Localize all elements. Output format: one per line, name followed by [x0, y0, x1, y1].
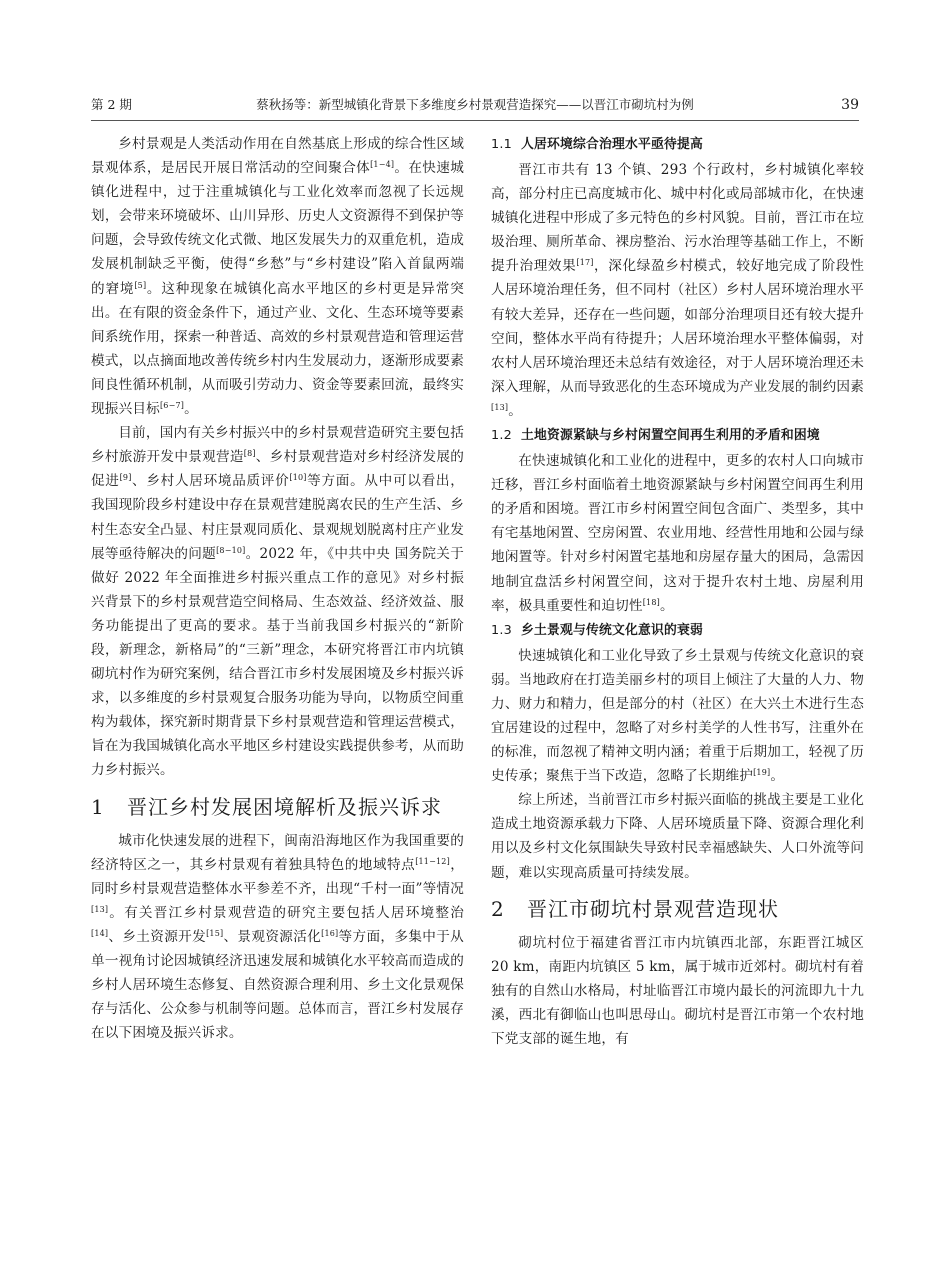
- citation[interactable]: [11−12]: [415, 856, 450, 866]
- citation[interactable]: [9]: [119, 473, 132, 483]
- section-1-heading: [91, 793, 464, 821]
- citation[interactable]: [6−7]: [159, 401, 185, 411]
- paragraph-summary: 综上所述，当前晋江市乡村振兴面临的挑战主要是工业化造成土地资源承载力下降、人居环境质量下降、资源合理化利用以及乡村文化氛围缺失导致村民幸福感缺失、人口外流等问题，难以实现高质量可持续发展。: [491, 792, 864, 881]
- section-number: 1: [91, 794, 105, 819]
- subsection-1-1-heading: 1.1 人居环境综合治理水平亟待提高: [491, 137, 703, 152]
- subsection-1-2-heading: 1.2 土地资源紧缺与乡村闲置空间再生利用的矛盾和困境: [491, 428, 820, 444]
- paragraph-intro-1: 乡村景观是人类活动作用在自然基底上形成的综合性区域景观体系，是居民开展日常活动的空间聚合体[1−4]。在快速城镇化进程中，过于注重城镇化与工业化效率而忽视了长远规划，会带来环境破坏、山川异形、历史人文资源得不到保护等问题，会导致传统文化式微、地区发展失力的双重危机，造成发展机制缺乏平衡，使得“乡愁”与“乡村建设”陷入首鼠两端的窘境[5]。这种现象在城镇化高水平地区的乡村更是异常突出。在有限的资金条件下，通过产业、文化、生态环境等要素间系统作用，探索一种普适、高效的乡村景观营造和管理运营模式，以点摘面地改善传统乡村内生发展动力，逐渐形成要素间良性循环机制，从而吸引劳动力、资金等要素回流，最终实现振兴目标[6−7]。: [91, 136, 465, 418]
- citation[interactable]: [10]: [289, 473, 307, 483]
- paragraph-section-2: 砌坑村位于福建省晋江市内坑镇西北部，东距晋江城区 20 km，南距内坑镇区 5 km，属于城市近郊村。砌坑村有着独有的自然山水格局，村址临晋江市境内最长的河流即九十九溪，西北有御临山也叫思母山。砌坑村是晋江市第一个农村地下党支部的诞生地，有: [491, 934, 864, 1047]
- citation[interactable]: [13]: [91, 904, 109, 914]
- citation[interactable]: [8]: [243, 449, 256, 459]
- page-number: 39: [841, 97, 859, 113]
- section-title: 晋江市砌坑村景观营造现状: [527, 896, 779, 921]
- left-column: [91, 132, 464, 1045]
- section-2-heading: [491, 895, 864, 923]
- subsection-1-3-heading: 1.3 乡土景观与传统文化意识的衰弱: [491, 622, 703, 638]
- citation[interactable]: [18]: [642, 597, 660, 607]
- citation[interactable]: [16]: [321, 928, 339, 938]
- paragraph-1-3: 快速城镇化和工业化导致了乡土景观与传统文化意识的衰弱。当地政府在打造美丽乡村的项目上倾注了大量的人力、物力、财力和精力，但是部分的村（社区）在大兴土木进行生态宜居建设的过程中，忽略了对乡村美学的人性书写，注重外在的标准，而忽视了精神文明内涵；着重于后期加工，轻视了历史传承；聚焦于当下改造，忽略了长期维护[19]。: [491, 647, 864, 785]
- section-number: 2: [491, 896, 505, 921]
- citation[interactable]: [8−10]: [216, 545, 246, 555]
- paragraph-intro-2: 目前，国内有关乡村振兴中的乡村景观营造研究主要包括乡村旅游开发中景观营造[8]、乡村景观营造对乡村经济发展的促进[9]、乡村人居环境品质评价[10]等方面。从中可以看出，我国现阶段乡村建设中存在景观营建脱离农民的生产生活、乡村生态安全凸显、村庄景观同质化、景观规划脱离村庄产业发展等亟待解决的问题[8−10]。2022 年，《中共中央 国务院关于做好 2022 年全面推进乡村振兴重点工作的意见》对乡村振兴背景下的乡村景观营造空间格局、生态效益、经济效益、服务功能提出了更高的要求。基于当前我国乡村振兴的“新阶段，新理念，新格局”的“三新”理念，本研究将晋江市内坑镇砌坑村作为研究案例，结合晋江市乡村发展困境及乡村振兴诉求，以多维度的乡村景观复合服务功能为导向，以物质空间重构为载体，探究新时期背景下乡村景观营造和管理运营模式，旨在为我国城镇化高水平地区乡村建设实践提供参考，从而助力乡村振兴。: [91, 425, 465, 779]
- citation[interactable]: [5]: [134, 280, 147, 290]
- citation[interactable]: [15]: [206, 928, 224, 938]
- running-title: 蔡秋扬等：新型城镇化背景下多维度乡村景观营造探究——以晋江市砌坑村为例: [256, 97, 694, 112]
- citation[interactable]: [1−4]: [370, 160, 395, 170]
- paragraph-1-1: 晋江市共有 13 个镇、293 个行政村，乡村城镇化率较高，部分村庄已高度城市化、城中村化或局部城市化，在快速城镇化进程中形成了多元特色的乡村风貌。目前，晋江市在垃圾治理、厕所革命、裸房整治、污水治理等基础工作上，不断提升治理效果[17]，深化绿盈乡村模式，较好地完成了阶段性人居环境治理任务，但不同村（社区）乡村人居环境治理水平有较大差异，还存在一些问题，如部分治理项目还有较大提升空间，整体水平尚有待提升；人居环境治理水平整体偏弱，对农村人居环境治理还未总结有效途径，对于人居环境治理还未深入理解，从而导致恶化的生态环境成为产业发展的制约因素[13]。: [491, 162, 864, 419]
- citation[interactable]: [14]: [91, 928, 109, 938]
- paragraph-section-1: 城市化快速发展的进程下，闽南沿海地区作为我国重要的经济特区之一，其乡村景观有着独具特色的地域特点[11−12]，同时乡村景观营造整体水平参差不齐，出现“千村一面”等情况[13]。有关晋江乡村景观营造的研究主要包括人居环境整治[14]、乡土资源开发[15]、景观资源活化[16]等方面，多集中于从单一视角讨论因城镇经济迅速发展和城镇化水平较高而造成的乡村人居环境生态修复、自然资源合理利用、乡土文化景观保存与活化、公众参与机制等问题。总体而言，晋江乡村发展存在以下困境及振兴诉求。: [91, 832, 465, 1042]
- issue-number: 第 2 期: [91, 97, 132, 112]
- paragraph-1-2: 在快速城镇化和工业化的进程中，更多的农村人口向城市迁移，晋江乡村面临着土地资源紧缺与乡村闲置空间再生利用的矛盾和困境。晋江市乡村闲置空间包含面广、类型多，其中有宅基地闲置、空房闲置、农业用地、经营性用地和公园与绿地闲置等。针对乡村闲置宅基地和房屋存量大的困局，急需因地制宜盘活乡村闲置空间，这对于提升农村土地、房屋利用率，极具重要性和迫切性[18]。: [491, 453, 864, 614]
- section-title: 晋江乡村发展困境解析及振兴诉求: [127, 794, 442, 819]
- header-rule: [91, 120, 859, 121]
- citation[interactable]: [13]: [491, 402, 509, 412]
- citation[interactable]: [19]: [753, 768, 771, 778]
- page-header: [91, 96, 859, 114]
- right-column: [491, 132, 864, 1051]
- citation[interactable]: [17]: [576, 258, 594, 268]
